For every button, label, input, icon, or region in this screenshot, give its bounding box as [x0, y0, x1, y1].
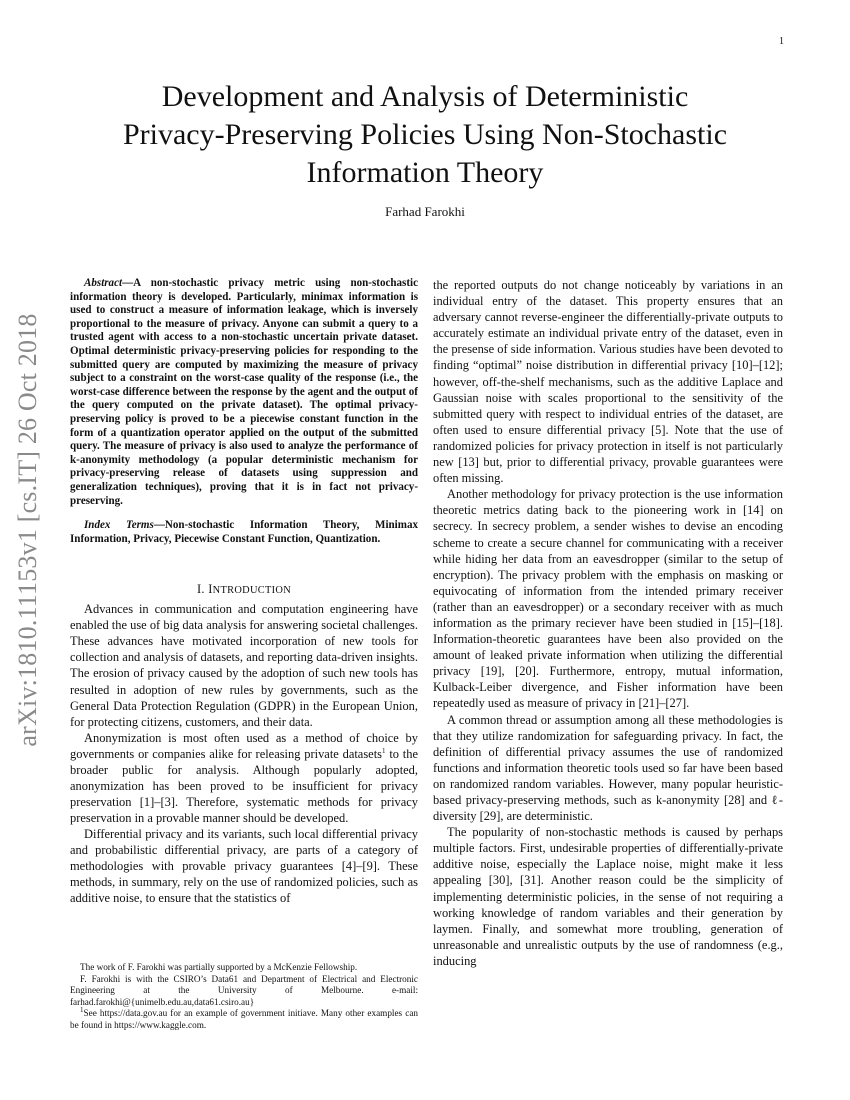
section-numeral: I.: [196, 582, 209, 597]
title-line: Development and Analysis of Deterministic: [161, 80, 689, 113]
paper-title: [70, 78, 780, 192]
index-terms-text: —Non-stochastic Information Theory, Minimax Information, Privacy, Piecewise Constant Function, Quantization.: [70, 519, 418, 545]
footnote-datasets: [70, 1008, 418, 1031]
anonymization-text-a: Anonymization is most often used as a method of choice by governments or companies alike for releasing private datasets: [70, 730, 418, 761]
right-column: [433, 277, 783, 969]
arxiv-identifier-margin: [6, 280, 50, 780]
section-first-letter: I: [208, 582, 213, 597]
body-paragraph: A common thread or assumption among all these methodologies is that they utilize randomization for safeguarding privacy. In fact, the definition of differential privacy assumes the use of randomized functions and information theoretic tools used so far have been based on randomized random variables. However, many popular heuristic-based privacy-preserving methods, such as k-anonymity [28] and ℓ-diversity [29], are deterministic.: [433, 712, 783, 824]
index-terms-label: Index Terms: [84, 519, 154, 532]
body-paragraph: Advances in communication and computation engineering have enabled the use of big data analysis for answering societal challenges. These advances have motivated incorporation of new tools for collection and analysis of datasets, and reporting data-driven insights. The erosion of privacy caused by the adoption of such new tools has resulted in adoption of new rules by governments, such as the General Data Protection Regulation (GDPR) in the European Union, for protecting citizens, customers, and their data.: [70, 602, 418, 729]
author-name: Farhad Farokhi: [385, 204, 465, 219]
body-paragraph: Differential privacy and its variants, such local differential privacy and probabilistic differential privacy, are parts of a category of methodologies with provable privacy guarantees [4]–[9]. These methods, in summary, rely on the use of randomized policies, such as additive noise, to ensure that the statistics of: [70, 826, 418, 906]
footnotes: [70, 962, 418, 1032]
body-paragraph: Another methodology for privacy protection is the use information theoretic metrics dating back to the pioneering work in [14] on secrecy. In secrecy problem, a sender wishes to devise an encoding scheme to create a secure channel for communicating with a receiver while hiding her data from an eavesdropper (similar to the setup of encryption). The privacy problem with the emphasis on masking or equivocating of information from the intended primary receiver (rather than an eavesdropper) or a secondary receiver with as much information as the primary reciever have been studied in [15]–[18]. Information-theoretic guarantees have been also provided on the amount of leaked private information when utilizing the differential privacy [19], [20]. Furthermore, entropy, mutual information, Kulback-Leiber divergence, and Fisher information have been repeatedly used as measure of privacy in [21]–[27].: [433, 487, 783, 711]
footnote-datasets-text: See https://data.gov.au for an example of government initiave. Many other examples can be found in https://www.kaggle.com.: [70, 1008, 418, 1030]
abstract: [70, 277, 418, 508]
footnote-reference: 1: [382, 746, 386, 755]
anonymization-text-b: to the broader public for analysis. Although popularly adopted, anonymization has been proved to be insufficient for privacy preservation [1]–[3]. Therefore, systematic methods for privacy preservation in a provable manner should be developed.: [70, 746, 419, 825]
body-paragraph-anonymization: [70, 730, 418, 826]
section-rest: NTRODUCTION: [212, 585, 291, 597]
index-terms: [70, 519, 418, 546]
body-paragraph: the reported outputs do not change noticeably by variations in an individual entry of the dataset. This property ensures that an adversary cannot reverse-engineer the differentially-private outputs to accurately estimate an individual private entry of the dataset, even in the presense of side information. Various studies have been devoted to finding “optimal” noise distribution in differential privacy [10]–[12]; however, off-the-shelf mechanisms, such as the additive Laplace and Gaussian noise with scales proportional to the sensitivity of the submitted query with respect to individual entries of the dataset, are often used to ensure differential privacy [5]. Note that the use of randomized policies for privacy protection in itself is not particularly new [13] but, prior to differential privacy, provable guarantees were often missing.: [433, 278, 783, 486]
body-paragraph: The popularity of non-stochastic methods is caused by perhaps multiple factors. First, undesirable properties of differentially-private additive noise, especially the Laplace noise, might make it less appealing [30], [31]. Another reason could be the simplicity of implementing deterministic policies, in the sense of not requiring a working knowledge of random variables and their generation by laymen. Finally, and somewhat more troubling, generation of unreasonable and unrealistic outputs by the use of randomness (e.g., inducing: [433, 825, 783, 968]
left-column: [70, 277, 418, 906]
section-heading-introduction: [70, 582, 418, 597]
abstract-text: —A non-stochastic privacy metric using non-stochastic information theory is developed. Particularly, minimax information is used to construct a measure of information leakage, which is inversely proportional to the measure of privacy. Anyone can submit a query to a trusted agent with access to a non-stochastic uncertain private dataset. Optimal deterministic privacy-preserving policies for responding to the submitted query are computed by maximizing the measure of privacy subject to a constraint on the worst-case quality of the response (i.e., the worst-case difference between the response by the agent and the output of the query computed on the private dataset). The optimal privacy-preserving policy is proved to be a piecewise constant function in the form of a quantization operator applied on the output of the submitted query. The measure of privacy is also used to analyze the performance of k-anonymity methodology (a popular deterministic mechanism for privacy-preserving release of datasets using suppression and generalization techniques), proving that it is in fact not privacy-preserving.: [70, 277, 418, 507]
page-number: 1: [779, 36, 784, 47]
footnote-mark: 1: [80, 1006, 84, 1015]
title-line: Privacy-Preserving Policies Using Non-Stochastic: [122, 118, 728, 151]
abstract-label: Abstract: [84, 277, 123, 289]
arxiv-identifier: arXiv:1810.11153v1 [cs.IT] 26 Oct 2018: [13, 313, 42, 747]
footnote-funding: The work of F. Farokhi was partially supported by a McKenzie Fellowship.: [80, 962, 358, 972]
title-line: Information Theory: [306, 156, 544, 189]
footnote-affiliation: F. Farokhi is with the CSIRO’s Data61 and Department of Electrical and Electronic Engineering at the University of Melbourne. e-mail: farhad.farokhi@{unimelb.edu.au,data61.csiro.au}: [70, 973, 418, 1007]
